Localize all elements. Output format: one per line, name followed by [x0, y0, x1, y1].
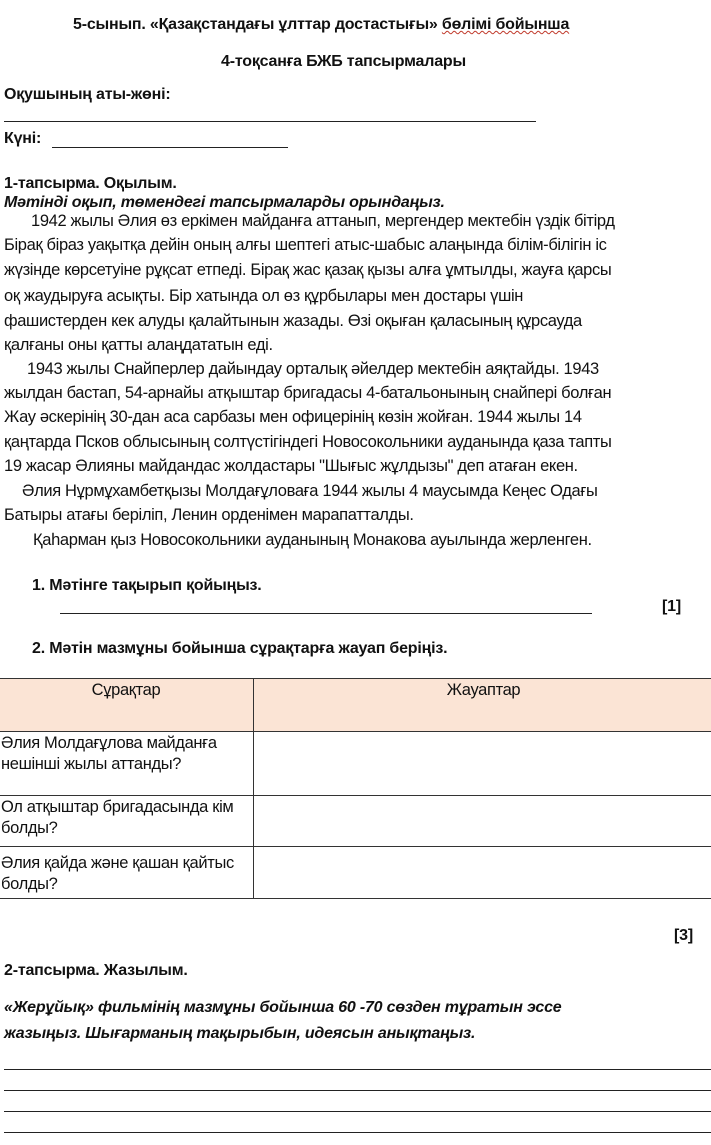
question-2: 2. Мәтін мазмұны бойынша сұрақтарға жауап беріңіз. [32, 640, 448, 657]
essay-line[interactable] [4, 1090, 711, 1091]
answer-cell[interactable] [254, 796, 711, 847]
text-line: қалғаны оны қатты алаңдататын еді. [4, 336, 273, 354]
task2-title: 2-тапсырма. Жазылым. [4, 962, 188, 979]
student-name-label: Оқушының аты-жөні: [4, 86, 171, 103]
question-1-score: [1] [662, 598, 681, 615]
title-text: 5-сынып. «Қазақстандағы ұлттар достастығы» [73, 16, 442, 33]
question-cell: Әлия Молдағұлова майданға нешінші жылы аттанды? [0, 732, 254, 796]
text-line: Жау әскерінің 30-дан аса сарбазы мен офицерінің көзін жойған. 1944 жылы 14 [4, 408, 582, 426]
text-line: фашистерден кек алуды қалайтынын жазады. Өзі оқыған қаласының құрсауда [4, 312, 582, 330]
question-cell: Әлия қайда және қашан қайтыс болды? [0, 847, 254, 899]
table-header-row [0, 679, 711, 732]
text-line: жылдан бастап, 54-арнайы атқыштар бригадасы 4-батальонының снайпері болған [4, 384, 612, 402]
answer-cell[interactable] [254, 847, 711, 899]
header-answers: Жауаптар [254, 679, 711, 732]
question-1-answer-field[interactable] [60, 613, 592, 614]
text-line: Қаһарман қыз Новосокольники ауданының Монакова ауылында жерленген. [33, 531, 592, 549]
questions-table [0, 678, 711, 899]
table-row [0, 732, 711, 796]
text-line: Әлия Нұрмұхамбетқызы Молдағұловаға 1944 жылы 4 маусымда Кеңес Одағы [22, 482, 598, 500]
answer-cell[interactable] [254, 732, 711, 796]
task2-instruction-line: жазыңыз. Шығарманың тақырыбын, идеясын анықтаңыз. [4, 1025, 476, 1042]
document-title [73, 16, 569, 34]
header-questions: Сұрақтар [0, 679, 254, 732]
text-line: 19 жасар Әлияны майдандас жолдастары "Шығыс жұлдызы" деп атаған екен. [4, 457, 578, 475]
essay-line[interactable] [4, 1069, 711, 1070]
task1-instruction: Мәтінді оқып, төмендегі тапсырмаларды орындаңыз. [4, 194, 445, 211]
student-name-field[interactable] [4, 121, 536, 122]
title-underlined-text: бөлімі бойынша [441, 16, 570, 33]
task2-instruction-line: «Жерұйық» фильмінің мазмұны бойынша 60 -70 сөзден тұратын эссе [4, 999, 562, 1016]
text-line: 1942 жылы Әлия өз еркімен майданға аттанып, мергендер мектебін үздік бітірд [31, 212, 615, 230]
text-line: 1943 жылы Снайперлер дайындау орталық әйелдер мектебін аяқтайды. 1943 [27, 360, 599, 378]
question-1: 1. Мәтінге тақырып қойыңыз. [32, 577, 262, 594]
task1-title: 1-тапсырма. Оқылым. [4, 175, 177, 192]
text-line: жүзінде көрсетуіне рұқсат етпеді. Бірақ жас қазақ қызы алға ұмтылды, жауға қарсы [4, 261, 612, 279]
question-cell: Ол атқыштар бригадасында кім болды? [0, 796, 254, 847]
text-line: Бірақ біраз уақытқа дейін оның алғы шептегі атыс-шабыс алаңында білім-білігін іс [4, 236, 607, 254]
text-line: оқ жаудыруға асықты. Бір хатында ол өз құрбылары мен достары үшін [4, 287, 524, 305]
date-field[interactable] [52, 147, 288, 148]
table-row [0, 796, 711, 847]
table-row [0, 847, 711, 899]
document-subtitle: 4-тоқсанға БЖБ тапсырмалары [221, 53, 466, 70]
essay-line[interactable] [4, 1111, 711, 1112]
date-label: Күні: [4, 130, 42, 147]
essay-line[interactable] [4, 1132, 711, 1133]
question-2-score: [3] [674, 927, 693, 944]
text-line: қаңтарда Псков облысының солтүстігіндегі Новосокольники ауданында қаза тапты [4, 433, 612, 451]
text-line: Батыры атағы беріліп, Ленин орденімен марапатталды. [4, 506, 414, 524]
